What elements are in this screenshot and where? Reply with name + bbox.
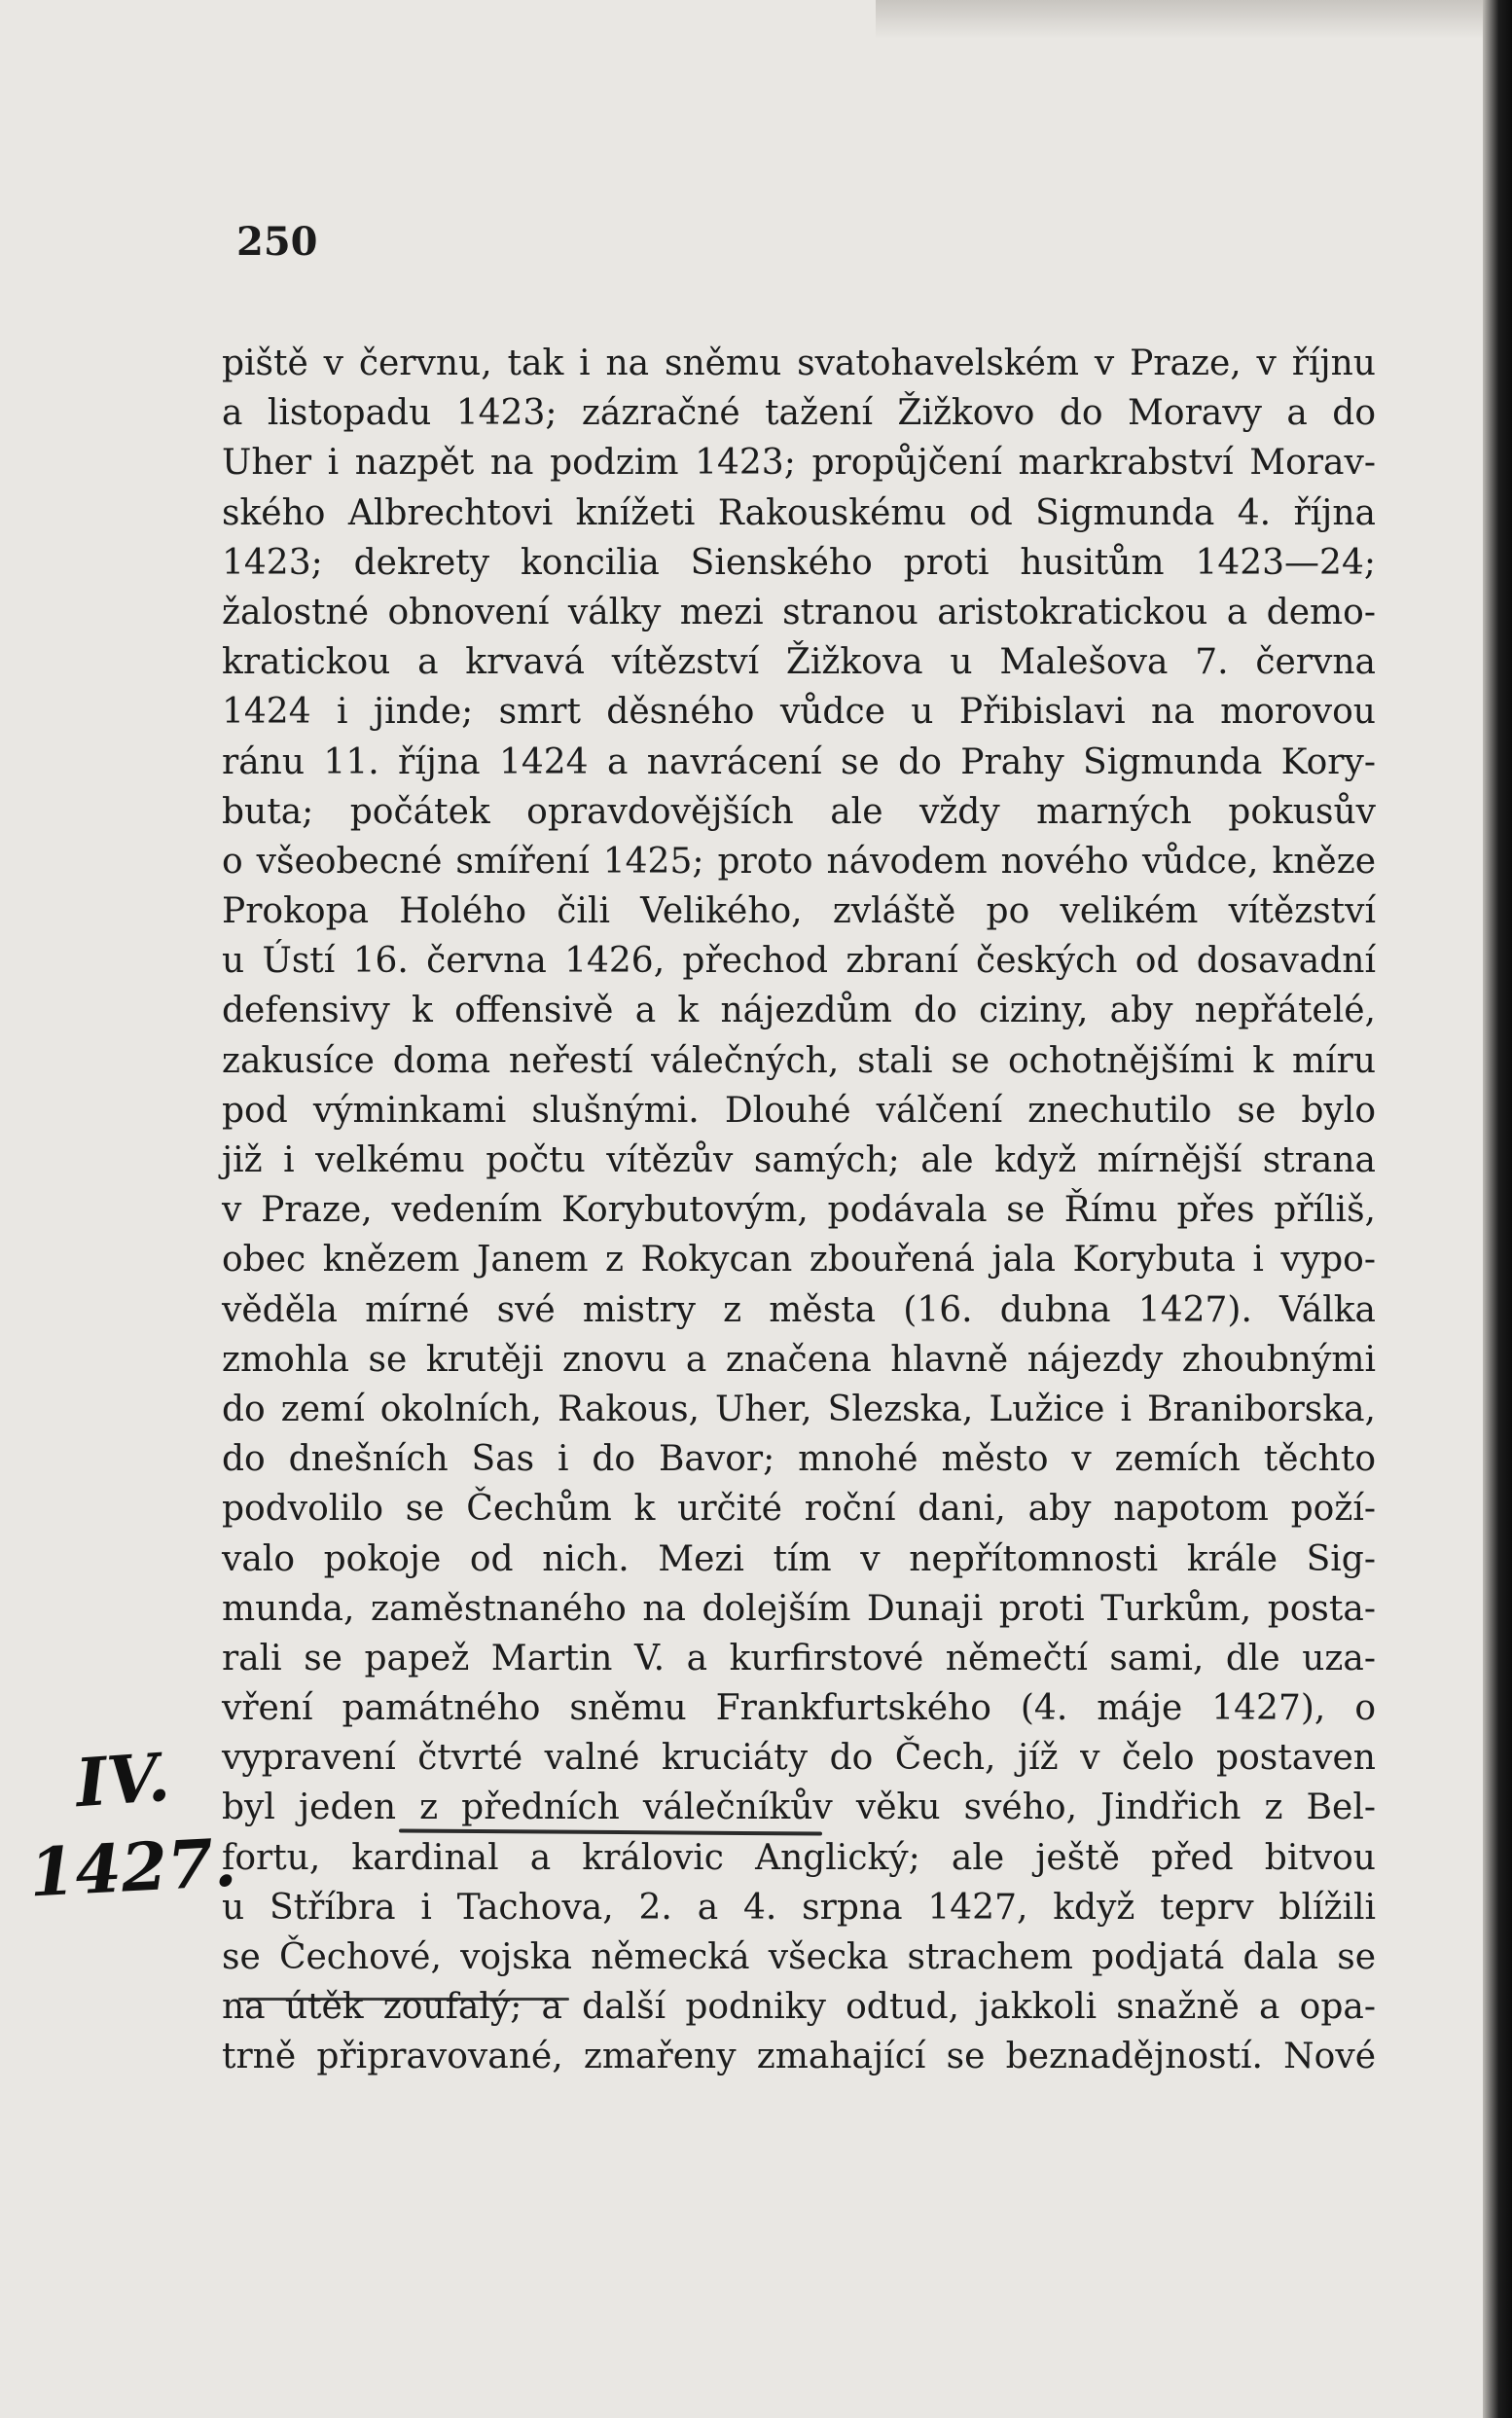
- text-line: 1423; dekrety koncilia Sienského proti husitům 1423—24;: [222, 542, 1376, 583]
- text-line: ského Albrechtovi knížeti Rakouskému od Sigmunda 4. října: [222, 492, 1376, 533]
- margin-note-roman: IV.: [73, 1738, 173, 1823]
- page-number: 250: [236, 219, 318, 265]
- text-line: rali se papež Martin V. a kurfirstové němečtí sami, dle uza-: [222, 1638, 1376, 1678]
- text-line: obec knězem Janem z Rokycan zbouřená jala Korybuta i vypo-: [222, 1240, 1376, 1281]
- text-line: na útěk zoufalý; a další podniky odtud, jakkoli snažně a opa-: [222, 1987, 1376, 2028]
- text-line: pod výminkami slušnými. Dlouhé válčení znechutilo se bylo: [222, 1090, 1376, 1131]
- text-line: valo pokoje od nich. Mezi tím v nepřítomnosti krále Sig-: [222, 1538, 1376, 1579]
- text-line: piště v červnu, tak i na sněmu svatohavelském v Praze, v říjnu: [222, 343, 1376, 383]
- text-line: ránu 11. října 1424 a navrácení se do Prahy Sigmunda Kory-: [222, 741, 1376, 782]
- text-line: Prokopa Holého čili Velikého, zvláště po velikém vítězství: [222, 891, 1376, 932]
- text-line: o všeobecné smíření 1425; proto návodem nového vůdce, kněze: [222, 841, 1376, 882]
- text-line: zmohla se krutěji znovu a značena hlavně nájezdy zhoubnými: [222, 1339, 1376, 1380]
- text-line: byl jeden z předních válečníkův věku svého, Jindřich z Bel-: [222, 1787, 1376, 1828]
- text-line: defensivy k offensivě a k nájezdům do ciziny, aby nepřátelé,: [222, 991, 1376, 1031]
- text-line: věděla mírné své mistry z města (16. dubna 1427). Válka: [222, 1289, 1376, 1330]
- scan-edge-dark: [1483, 0, 1512, 2418]
- text-line: a listopadu 1423; zázračné tažení Žižkovo do Moravy a do: [222, 393, 1376, 434]
- text-line: munda, zaměstnaného na dolejším Dunaji proti Turkům, posta-: [222, 1588, 1376, 1629]
- margin-note-year: 1427.: [27, 1823, 238, 1913]
- text-line: se Čechové, vojska německá všecka strachem podjatá dala se: [222, 1937, 1376, 1977]
- text-line: fortu, kardinal a královic Anglický; ale ještě před bitvou: [222, 1837, 1376, 1878]
- text-line: v Praze, vedením Korybutovým, podávala se Římu přes příliš,: [222, 1190, 1376, 1231]
- text-line: žalostné obnovení války mezi stranou aristokratickou a demo-: [222, 592, 1376, 632]
- text-line: vypravení čtvrté valné kruciáty do Čech, jíž v čelo postaven: [222, 1738, 1376, 1779]
- text-line: buta; počátek opravdovějších ale vždy marných pokusův: [222, 791, 1376, 832]
- text-line: u Stříbra i Tachova, 2. a 4. srpna 1427, když teprv blížili: [222, 1887, 1376, 1928]
- text-line: do zemí okolních, Rakous, Uher, Slezska, Lužice i Braniborska,: [222, 1389, 1376, 1429]
- text-line: do dnešních Sas i do Bavor; mnohé město v zemích těchto: [222, 1439, 1376, 1480]
- text-line: trně připravované, zmařeny zmahající se beznadějností. Nové: [222, 2037, 1376, 2077]
- text-line: 1424 i jinde; smrt děsného vůdce u Přibislavi na morovou: [222, 692, 1376, 733]
- text-line: u Ústí 16. června 1426, přechod zbraní českých od dosavadní: [222, 941, 1376, 982]
- text-line: již i velkému počtu vítězův samých; ale když mírnější strana: [222, 1140, 1376, 1180]
- text-line: zakusíce doma neřestí válečných, stali se ochotnějšími k míru: [222, 1040, 1376, 1081]
- text-line: podvolilo se Čechům k určité roční dani, aby napotom poží-: [222, 1489, 1376, 1530]
- scan-shadow-top: [876, 0, 1483, 39]
- text-line: vření památného sněmu Frankfurtského (4. máje 1427), o: [222, 1688, 1376, 1729]
- text-line: Uher i nazpět na podzim 1423; propůjčení markrabství Morav-: [222, 443, 1376, 484]
- text-line: kratickou a krvavá vítězství Žižkova u Malešova 7. června: [222, 642, 1376, 683]
- body-text: [222, 339, 1376, 2082]
